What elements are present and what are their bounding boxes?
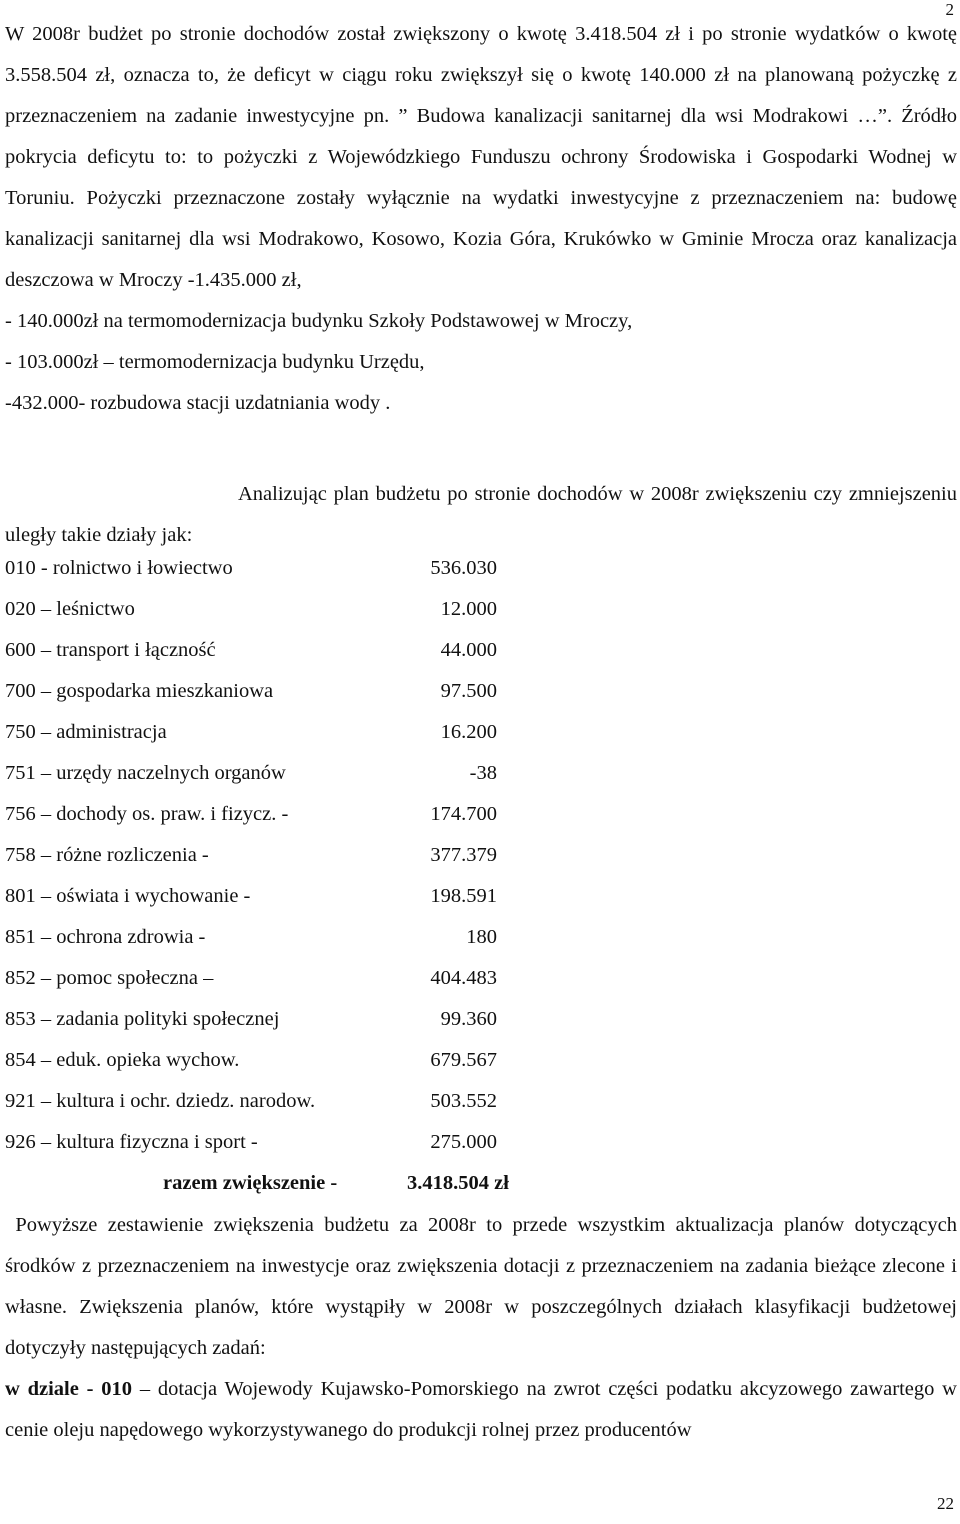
section-value: 12.000 <box>440 598 497 620</box>
section-row <box>5 671 565 712</box>
section-label: 921 – kultura i ochr. dziedz. narodow. <box>5 1090 316 1112</box>
section-value: 97.500 <box>440 680 497 702</box>
section-value: 44.000 <box>440 639 497 661</box>
section-row <box>5 1122 565 1163</box>
section-010-heading: w dziale - 010 <box>5 1378 133 1400</box>
section-row <box>5 835 565 876</box>
total-row <box>5 1163 565 1204</box>
section-label: 854 – eduk. opieka wychow. <box>5 1049 240 1071</box>
section-010-text: – dotacja Wojewody Kujawsko-Pomorskiego na zwrot części podatku akcyzowego zawartego w cenie oleju napędowego wykorzystywanego do produkcji rolnej przez producentów <box>5 1378 957 1441</box>
analysis-text: Analizując plan budżetu po stronie dochodów w 2008r zwiększeniu czy zmniejszeniu uległy takie działy jak: <box>5 483 957 546</box>
section-label: 852 – pomoc społeczna – <box>5 967 214 989</box>
section-row <box>5 1081 565 1122</box>
section-label: 020 – leśnictwo <box>5 598 135 620</box>
section-label: 750 – administracja <box>5 721 167 743</box>
section-value: 404.483 <box>430 967 497 989</box>
income-sections-list <box>5 548 565 1204</box>
intro-paragraph <box>5 14 957 424</box>
section-value: 275.000 <box>430 1131 497 1153</box>
section-row <box>5 1040 565 1081</box>
section-row <box>5 712 565 753</box>
section-row <box>5 548 565 589</box>
investment-line: - 140.000zł na termomodernizacja budynku Szkoły Podstawowej w Mroczy, <box>5 310 633 332</box>
intro-text: W 2008r budżet po stronie dochodów został zwiększony o kwotę 3.418.504 zł i po stronie wydatków o kwotę 3.558.504 zł, oznacza to, że deficyt w ciągu roku zwiększył się o kwotę 140.000 zł na planowaną pożyczkę z przeznaczeniem na zadanie inwestycyjne pn. ” Budowa kanalizacji sanitarnej dla wsi Modrakowi …”. Źródło pokrycia deficytu to: to pożyczki z Wojewódzkiego Funduszu ochrony Środowiska i Gospodarki Wodnej w Toruniu. Pożyczki przeznaczone zostały wyłącznie na wydatki inwestycyjne z przeznaczeniem na: budowę kanalizacji sanitarnej dla wsi Modrakowo, Kosowo, Kozia Góra, Krukówko w Gminie Mrocza oraz kanalizacja deszczowa w Mroczy -1.435.000 zł, <box>5 23 957 291</box>
section-label: 751 – urzędy naczelnych organów <box>5 762 286 784</box>
section-value: 198.591 <box>430 885 497 907</box>
section-value: 174.700 <box>430 803 497 825</box>
section-row <box>5 917 565 958</box>
section-row <box>5 958 565 999</box>
section-value: -38 <box>469 762 497 784</box>
section-row <box>5 589 565 630</box>
page-number-bottom: 22 <box>937 1494 954 1513</box>
page-number-top: 2 <box>945 0 954 19</box>
section-label: 758 – różne rozliczenia - <box>5 844 209 866</box>
section-value: 503.552 <box>430 1090 497 1112</box>
summary-paragraph <box>5 1205 957 1451</box>
section-label: 851 – ochrona zdrowia - <box>5 926 206 948</box>
total-label: razem zwiększenie - <box>163 1172 338 1194</box>
section-row <box>5 999 565 1040</box>
summary-text: Powyższe zestawienie zwiększenia budżetu za 2008r to przede wszystkim aktualizacja planów dotyczących środków z przeznaczeniem na inwestycje oraz zwiększenia dotacji z przeznaczeniem na zadania bieżące zlecone i własne. Zwiększenia planów, które wystąpiły w 2008r w poszczególnych działach klasyfikacji budżetowej dotyczyły następujących zadań: <box>5 1214 958 1359</box>
section-row <box>5 794 565 835</box>
section-label: 853 – zadania polityki społecznej <box>5 1008 280 1030</box>
section-label: 700 – gospodarka mieszkaniowa <box>5 680 274 702</box>
section-row <box>5 753 565 794</box>
section-value: 377.379 <box>430 844 497 866</box>
section-label: 756 – dochody os. praw. i fizycz. - <box>5 803 289 825</box>
section-row <box>5 876 565 917</box>
section-value: 679.567 <box>430 1049 497 1071</box>
analysis-paragraph <box>5 474 957 556</box>
investment-line: - 103.000zł – termomodernizacja budynku Urzędu, <box>5 351 425 373</box>
section-label: 600 – transport i łączność <box>5 639 216 661</box>
section-label: 010 - rolnictwo i łowiectwo <box>5 557 233 579</box>
section-value: 16.200 <box>440 721 497 743</box>
section-value: 536.030 <box>430 557 497 579</box>
section-label: 801 – oświata i wychowanie - <box>5 885 251 907</box>
section-value: 180 <box>466 926 497 948</box>
section-value: 99.360 <box>440 1008 497 1030</box>
section-row <box>5 630 565 671</box>
investment-line: -432.000- rozbudowa stacji uzdatniania wody . <box>5 392 391 414</box>
total-value: 3.418.504 zł <box>407 1172 509 1194</box>
section-label: 926 – kultura fizyczna i sport - <box>5 1131 258 1153</box>
